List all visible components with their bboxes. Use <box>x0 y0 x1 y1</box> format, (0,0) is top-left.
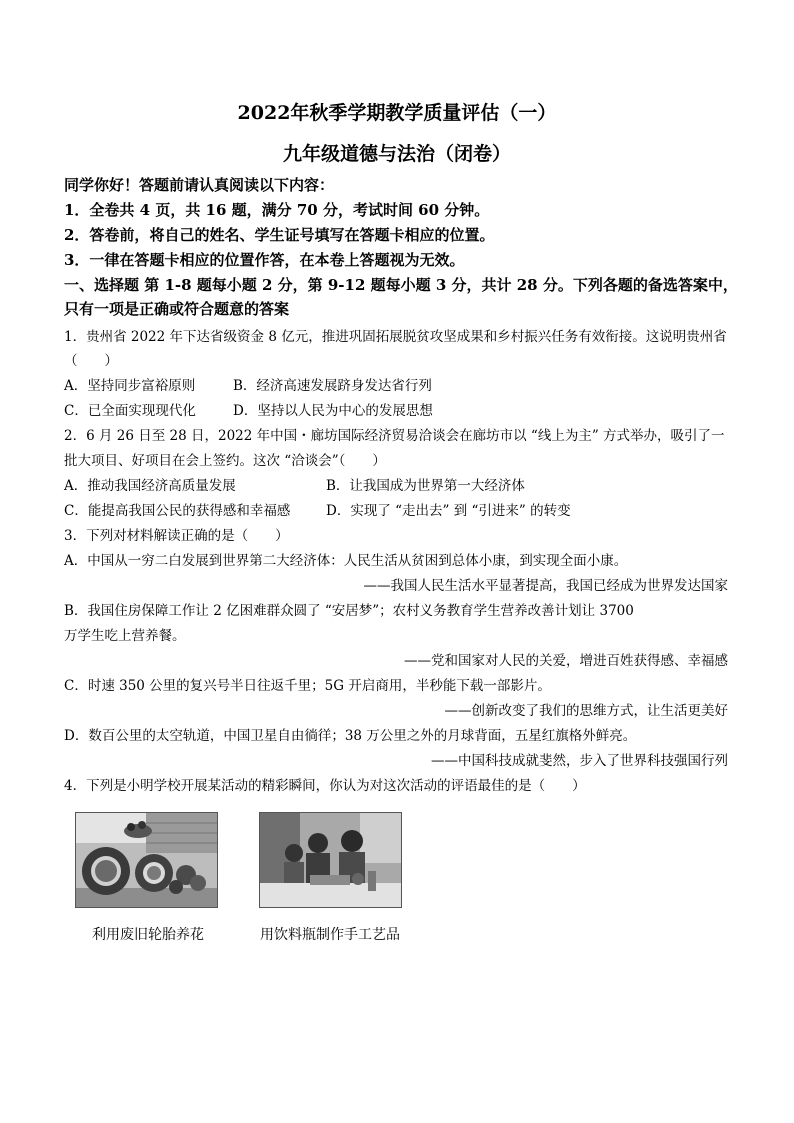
instruction-item: 1．全卷共 4 页，共 16 题，满分 70 分，考试时间 60 分钟。 <box>64 201 490 219</box>
q2-option-a: A．推动我国经济高质量发展 <box>64 478 236 494</box>
section-heading-cont: 只有一项是正确或符合题意的答案 <box>64 300 290 318</box>
q2-stem-cont: 批大项目、好项目在会上签约。这次 “洽谈会”（ ） <box>64 453 386 469</box>
q3-option-c: C．时速 350 公里的复兴号半日往返千里；5G 开启商用，半秒能下载一部影片。 <box>64 678 551 694</box>
section-heading: 一、选择题 第 1-8 题每小题 2 分，第 9-12 题每小题 3 分，共计 28 分。下列各题的备选答案中， <box>64 276 738 294</box>
q1-stem: 1．贵州省 2022 年下达省级资金 8 亿元，推进巩固拓展脱贫攻坚成果和乡村振兴任务有效衔接。这说明贵州省 <box>64 329 727 345</box>
q3-option-a: A．中国从一穷二白发展到世界第二大经济体：人民生活从贫困到总体小康，到实现全面小康。 <box>64 553 628 569</box>
exam-title: 2022年秋季学期教学质量评估（一） <box>237 102 557 124</box>
q3-stem: 3．下列对材料解读正确的是（ ） <box>64 528 289 544</box>
q1-stem-cont: （ ） <box>64 353 118 369</box>
q1-option-b: B．经济高速发展跻身发达省行列 <box>233 378 432 394</box>
tire-planter-photo <box>75 812 218 908</box>
bottle-craft-photo <box>259 812 402 908</box>
q3-option-b-cont: 万学生吃上营养餐。 <box>64 628 186 644</box>
tire-planter-image <box>76 813 217 907</box>
q1-option-a: A．坚持同步富裕原则 <box>64 378 196 394</box>
q3-option-c-note: ——创新改变了我们的思维方式，让生活更美好 <box>444 703 728 719</box>
q3-option-d: D．数百公里的太空轨道，中国卫星自由徜徉；38 万公里之外的月球背面，五星红旗格外鲜亮。 <box>64 728 637 744</box>
photo-caption-bottles: 用饮料瓶制作手工艺品 <box>260 927 400 943</box>
bottle-craft-image <box>260 813 401 907</box>
q3-option-b: B．我国住房保障工作让 2 亿困难群众圆了 “安居梦”；农村义务教育学生营养改善计划让 3700 <box>64 603 634 619</box>
instructions-greeting: 同学你好！答题前请认真阅读以下内容： <box>64 176 335 194</box>
q1-option-c: C．已全面实现现代化 <box>64 403 196 419</box>
q1-option-d: D．坚持以人民为中心的发展思想 <box>233 403 433 419</box>
photo-caption-tires: 利用废旧轮胎养花 <box>92 927 204 943</box>
q2-option-d: D．实现了 “走出去” 到 “引进来” 的转变 <box>326 503 571 519</box>
q3-option-a-note: ——我国人民生活水平显著提高，我国已经成为世界发达国家 <box>363 578 728 594</box>
instruction-item: 2．答卷前，将自己的姓名、学生证号填写在答题卡相应的位置。 <box>64 226 495 244</box>
q3-option-b-note: ——党和国家对人民的关爱，增进百姓获得感、幸福感 <box>404 653 728 669</box>
q3-option-d-note: ——中国科技成就斐然，步入了世界科技强国行列 <box>431 753 728 769</box>
q2-option-b: B．让我国成为世界第一大经济体 <box>326 478 525 494</box>
instruction-item: 3．一律在答题卡相应的位置作答，在本卷上答题视为无效。 <box>64 251 465 269</box>
q2-stem: 2．6 月 26 日至 28 日，2022 年中国・廊坊国际经济贸易洽谈会在廊坊市以 “线上为主” 方式举办，吸引了一 <box>64 428 725 444</box>
exam-subtitle: 九年级道德与法治（闭卷） <box>282 143 511 165</box>
q2-option-c: C．能提高我国公民的获得感和幸福感 <box>64 503 291 519</box>
q4-stem: 4．下列是小明学校开展某活动的精彩瞬间，你认为对这次活动的评语最佳的是（ ） <box>64 778 586 794</box>
